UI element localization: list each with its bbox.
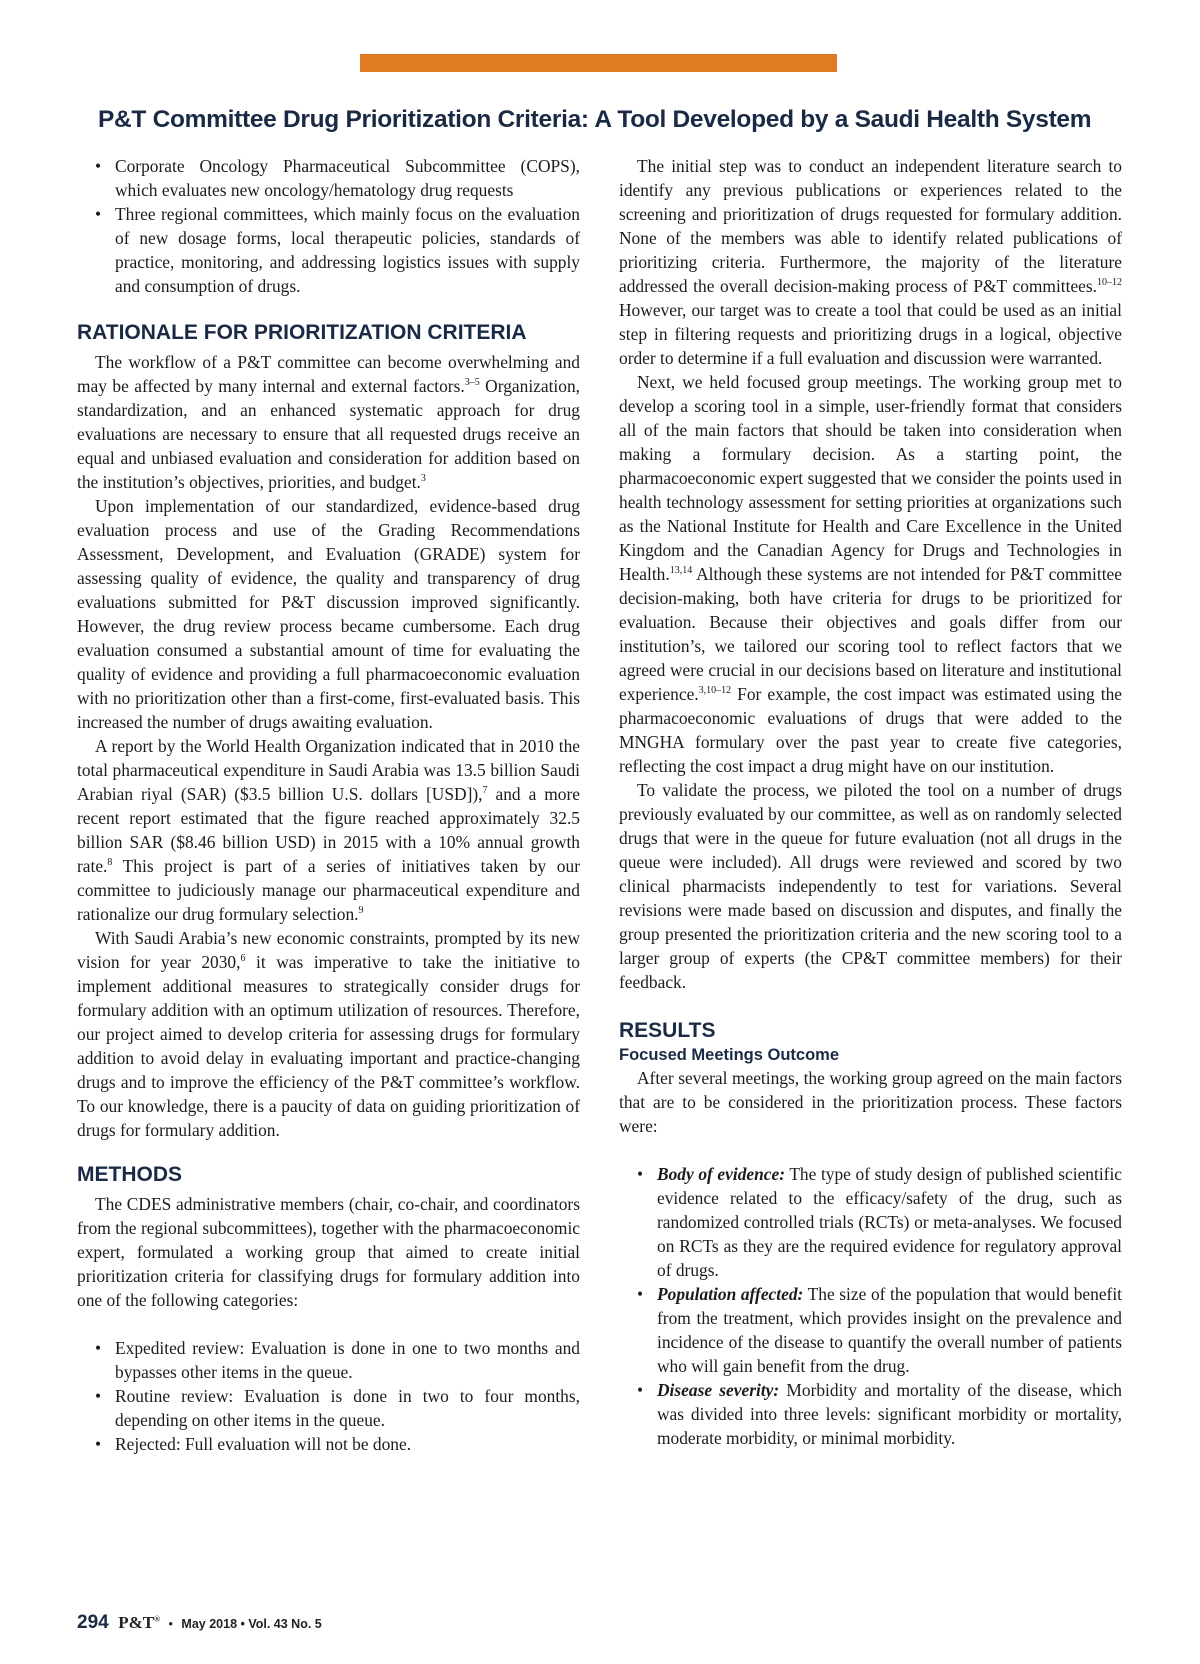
category-list	[77, 1336, 580, 1456]
section-heading-rationale: RATIONALE FOR PRIORITIZATION CRITERIA	[77, 321, 527, 344]
right-column	[619, 154, 1122, 1450]
paragraph: The CDES administrative members (chair, co-chair, and coordinators from the regional subcommittees), together with the pharmacoeconomic expert, formulated a working group that aimed to create initial prioritization criteria for classifying drugs for formulary addition into one of the following categories:	[77, 1194, 580, 1310]
left-column	[77, 154, 580, 1456]
header-accent-bar	[360, 54, 837, 72]
list-item: • Three regional committees, which mainly focus on the evaluation of new dosage forms, local therapeutic policies, standards of practice, monitoring, and addressing logistics issues with supply and consumption of drugs.	[77, 202, 580, 298]
list-item: • Routine review: Evaluation is done in two to four months, depending on other items in the queue.	[77, 1384, 580, 1432]
factor-list	[619, 1162, 1122, 1450]
list-item: • Corporate Oncology Pharmaceutical Subcommittee (COPS), which evaluates new oncology/hematology drug requests	[77, 154, 580, 202]
page-number: 294	[77, 1612, 109, 1633]
paragraph: With Saudi Arabia’s new economic constraints, prompted by its new vision for year 2030,$^6$ it was imperative to take the initiative to implement additional measures to strategically consider drugs for formulary addition with an optimum utilization of resources. Therefore, our project aimed to develop criteria for assessing drugs for formulary addition to avoid delay in evaluating important and practice-changing drugs and to improve the efficiency of the P&T committee’s workflow. To our knowledge, there is a paucity of data on guiding prioritization of drugs for formulary addition.	[77, 928, 580, 1140]
list-item: • Expedited review: Evaluation is done in one to two months and bypasses other items in the queue.	[77, 1336, 580, 1384]
subsection-heading: Focused Meetings Outcome	[619, 1046, 840, 1064]
list-item: • Body of evidence: The type of study design of published scientific evidence related to the efficacy/safety of the drug, such as randomized controlled trials (RCTs) or meta-analyses. We focused on RCTs as they are the required evidence for regulatory approval of drugs.	[619, 1162, 1122, 1282]
committee-list	[77, 154, 580, 298]
footer-separator: •	[168, 1617, 173, 1631]
paragraph: To validate the process, we piloted the tool on a number of drugs previously evaluated by our committee, as well as on randomly selected drugs that were in the queue for future evaluation (not all drugs in the queue were included). All drugs were reviewed and scored by two clinical pharmacists independently to test for variations. Several revisions were made based on discussion and disputes, and finally the group presented the prioritization criteria and the new scoring tool to a larger group of experts (the CP&T committee members) for their feedback.	[619, 780, 1122, 992]
journal-name: P&T®	[118, 1613, 161, 1632]
paragraph: After several meetings, the working group agreed on the main factors that are to be considered in the prioritization process. These factors were:	[619, 1068, 1122, 1136]
section-heading-methods: METHODS	[77, 1163, 182, 1186]
article-title: P&T Committee Drug Prioritization Criteria: A Tool Developed by a Saudi Health System	[98, 106, 1092, 134]
list-item: • Disease severity: Morbidity and mortality of the disease, which was divided into three levels: significant morbidity or mortality, moderate morbidity, or minimal morbidity.	[619, 1378, 1122, 1450]
paragraph: Next, we held focused group meetings. The working group met to develop a scoring tool in a simple, user-friendly format that considers all of the main factors that should be taken into consideration when making a formulary decision. As a starting point, the pharmacoeconomic expert suggested that we consider the points used in health technology assessment for setting priorities at organizations such as the National Institute for Health and Care Excellence in the United Kingdom and the Canadian Agency for Drugs and Technologies in Health.$^{13,14}$ Although these systems are not intended for P&T committee decision-making, both have criteria for drugs to be prioritized for evaluation. Because their objectives and goals differ from our institution’s, we tailored our scoring tool to reflect factors that we agreed were crucial in our decisions based on literature and institutional experience.$^{3,10-12}$ For example, the cost impact was estimated using the pharmacoeconomic evaluations of drugs that were added to the MNGHA formulary over the past year to create five categories, reflecting the cost impact a drug might have on our institution.	[619, 372, 1122, 776]
paragraph: Upon implementation of our standardized, evidence-based drug evaluation process and use of the Grading Recommendations Assessment, Development, and Evaluation (GRADE) system for assessing quality of evidence, the quality and transparency of drug evaluations submitted for P&T discussion improved significantly. However, the drug review process became cumbersome. Each drug evaluation consumed a substantial amount of time for evaluating the quality of evidence and providing a full pharmacoeconomic evaluation with no prioritization other than a first-come, first-evaluated basis. This increased the number of drugs awaiting evaluation.	[77, 496, 580, 732]
paragraph: A report by the World Health Organization indicated that in 2010 the total pharmaceutical expenditure in Saudi Arabia was 13.5 billion Saudi Arabian riyal (SAR) ($3.5 billion U.S. dollars [USD]),$^7$ and a more recent report estimated that the figure reached approximately 32.5 billion SAR ($8.46 billion USD) in 2015 with a 10% annual growth rate.$^8$ This project is part of a series of initiatives taken by our committee to judiciously manage our pharmaceutical expenditure and rationalize our drug formulary selection.$^9$	[77, 736, 580, 924]
list-item: • Population affected: The size of the population that would benefit from the treatment, which provides insight on the prevalence and incidence of the disease to quantify the overall number of patients who will gain benefit from the drug.	[619, 1282, 1122, 1378]
paragraph: The workflow of a P&T committee can become overwhelming and may be affected by many internal and external factors.$^{3-5}$ Organization, standardization, and an enhanced systematic approach for drug evaluations are necessary to ensure that all requested drugs receive an equal and unbiased evaluation and consideration for addition based on the institution’s objectives, priorities, and budget.$^3$	[77, 352, 580, 492]
list-item: • Rejected: Full evaluation will not be done.	[77, 1432, 580, 1456]
section-heading-results: RESULTS	[619, 1019, 716, 1042]
paragraph: The initial step was to conduct an independent literature search to identify any previous publications or experiences related to the screening and prioritization of drugs requested for formulary addition. None of the members was able to identify related publications of prioritizing criteria. Furthermore, the majority of the literature addressed the overall decision-making process of P&T committees.$^{10-12}$ However, our target was to create a tool that could be used as an initial step in filtering requests and prioritizing drugs in a logical, objective order to determine if a full evaluation and discussion were warranted.	[619, 156, 1122, 368]
issue-info: May 2018 • Vol. 43 No. 5	[181, 1617, 322, 1631]
page-footer	[77, 1612, 322, 1634]
